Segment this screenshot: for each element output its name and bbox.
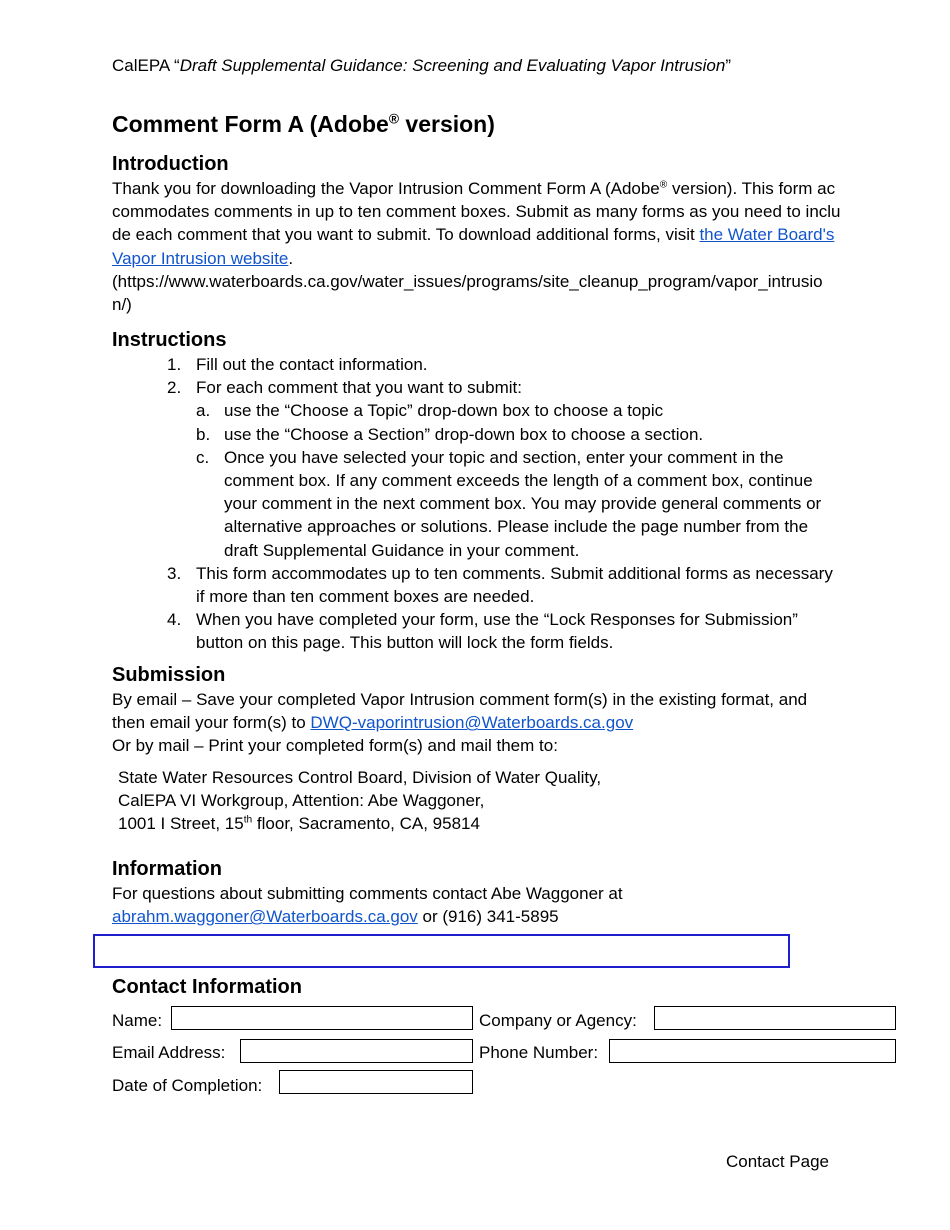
- page-footer-label: Contact Page: [726, 1152, 830, 1171]
- vapor-intrusion-website-link[interactable]: the Water Board's Vapor Intrusion website: [112, 225, 835, 268]
- list-item: c. Once you have selected your topic and section, enter your comment in the comment box. If any comment exceeds the length of a comment box, continue your comment in the next comment box. You may provide general comments or alternative approaches or solutions. Please include the page number from the draft Supplemental Guidance in your comment.: [196, 447, 822, 560]
- submission-heading: Submission: [112, 664, 226, 686]
- instructions-list: [112, 353, 842, 655]
- header-prefix: CalEPA “: [112, 56, 180, 75]
- document-header: [112, 56, 731, 76]
- introduction-text: Thank you for downloading the Vapor Intrusion Comment Form A (Adobe® version). This form accommodates comments in up to ten comment boxes. Submit as many forms as you need to include each comment that you want to submit. To download additional forms, visit the Water Board's Vapor Intrusion website. (https://www.waterboards.ca.gov/water_issues/programs/site_cleanup_program/vapor_intrusion/): [112, 179, 841, 315]
- page-title: Comment Form A (Adobe® version): [112, 111, 495, 137]
- submission-email-link[interactable]: DWQ-vaporintrusion@Waterboards.ca.gov: [310, 713, 634, 733]
- phone-field[interactable]: [609, 1039, 896, 1063]
- email-address-label: Email Address:: [112, 1043, 226, 1062]
- list-item: 3. This form accommodates up to ten comments. Submit additional forms as necessary if more than ten comment boxes are needed.: [167, 563, 833, 607]
- name-label: Name:: [112, 1011, 163, 1030]
- information-heading: Information: [112, 858, 222, 880]
- name-field[interactable]: [171, 1006, 473, 1030]
- information-text: For questions about submitting comments contact Abe Waggoner at abrahm.waggoner@Waterboards.ca.gov or (916) 341-5895: [112, 884, 623, 927]
- mailing-address: State Water Resources Control Board, Division of Water Quality, CalEPA VI Workgroup, Attention: Abe Waggoner, 1001 I Street, 15th floor, Sacramento, CA, 95814: [118, 768, 602, 834]
- phone-number-label: Phone Number:: [479, 1043, 599, 1062]
- email-field[interactable]: [240, 1039, 473, 1063]
- registered-mark: ®: [388, 111, 400, 127]
- date-of-completion-label: Date of Completion:: [112, 1076, 263, 1095]
- list-item: 2. For each comment that you want to submit: a. use the “Choose a Topic” drop-down box to choose a topic b. use the “Choose a Section” drop-down box to choose a section. c. Once you have selected your topic and section, enter your comment in the comment box. If any comment exceeds the length of a comment box, continue your comment in the next comment box. You may provide general comments or alternative approaches or solutions. Please include the page number from the draft Supplemental Guidance in your comment.: [112, 376, 842, 562]
- contact-information-heading: Contact Information: [112, 976, 302, 998]
- introduction-heading: Introduction: [112, 153, 229, 175]
- company-field[interactable]: [654, 1006, 896, 1030]
- list-item: b. use the “Choose a Section” drop-down box to choose a section.: [196, 424, 704, 444]
- date-field[interactable]: [279, 1070, 473, 1094]
- list-item: 4. When you have completed your form, use the “Lock Responses for Submission” button on this page. This button will lock the form fields.: [167, 610, 798, 653]
- header-suffix: ”: [725, 56, 731, 75]
- list-item: a. use the “Choose a Topic” drop-down box to choose a topic: [196, 401, 664, 421]
- header-document-title: Draft Supplemental Guidance: Screening and Evaluating Vapor Intrusion: [179, 56, 726, 75]
- focused-form-field[interactable]: [93, 934, 790, 968]
- list-item: 1. Fill out the contact information.: [167, 355, 428, 374]
- sub-instructions-list: [196, 399, 842, 561]
- contact-email-link[interactable]: abrahm.waggoner@Waterboards.ca.gov: [112, 907, 418, 927]
- website-url: (https://www.waterboards.ca.gov/water_issues/programs/site_cleanup_program/vapor_intrusion/): [112, 271, 823, 315]
- company-label: Company or Agency:: [479, 1011, 637, 1030]
- instructions-heading: Instructions: [112, 329, 227, 351]
- submission-text: By email – Save your completed Vapor Intrusion comment form(s) in the existing format, and then email your form(s) to DWQ-vaporintrusion@Waterboards.ca.gov Or by mail – Print your completed form(s) and mail them to:: [112, 690, 808, 756]
